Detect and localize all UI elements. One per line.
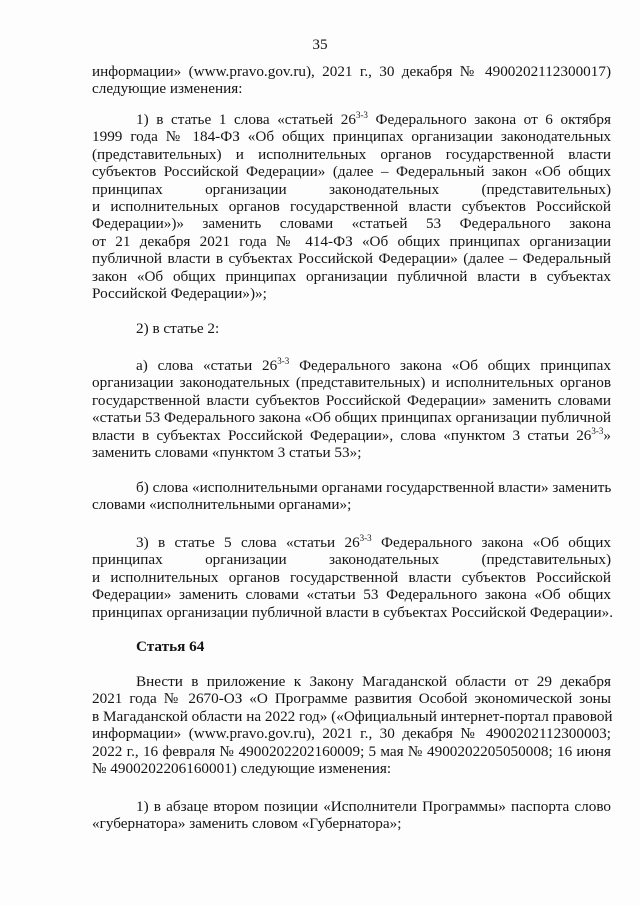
text-line: в Магаданской области на 2022 год» («Официальный интернет-портал правовой bbox=[92, 707, 613, 725]
text-line: власти в субъектах Российской Федерации», слова «пунктом 3 статьи 26$^{3-3}$» bbox=[92, 425, 611, 444]
text-line: организации законодательных (представительных) и исполнительных органов bbox=[92, 374, 611, 392]
amendment-item-1 bbox=[92, 111, 611, 302]
amendment-item-2 bbox=[92, 320, 611, 337]
text-line: информации» (www.pravo.gov.ru), 2021 г., 30 декабря № 4900202112300017) bbox=[92, 63, 611, 80]
text-line: и исполнительных органов государственной власти субъектов Российской bbox=[92, 568, 611, 586]
text-line: (представительных) и исполнительных органов государственной власти bbox=[92, 145, 611, 163]
article-64-paragraph bbox=[92, 673, 611, 777]
intro-paragraph bbox=[92, 63, 611, 98]
text-line: «губернатора» заменить словом «Губернатора»; bbox=[92, 815, 402, 833]
text-line: принципах организации законодательных (представительных) bbox=[92, 180, 611, 198]
text-line: Федерации» заменить словами «статьи 53 Федерального закона «Об общих bbox=[92, 586, 611, 604]
page-number: 35 bbox=[312, 36, 328, 53]
text-line: Внести в приложение к Закону Магаданской области от 29 декабря bbox=[136, 673, 611, 690]
text-line: «статьи 53 Федерального закона «Об общих принципах организации публичной bbox=[92, 409, 612, 427]
text-line: № 4900202206160001) следующие изменения: bbox=[92, 759, 392, 777]
text-line: заменить словами «пунктом 3 статьи 53»; bbox=[92, 443, 362, 461]
text-line: 2021 года № 2670-ОЗ «О Программе развития Особой экономической зоны bbox=[92, 690, 611, 708]
article-heading bbox=[92, 638, 611, 655]
text-line: принципах организации публичной власти в субъектах Российской Федерации». bbox=[92, 603, 614, 621]
text-line: Федерации»)» заменить словами «статьей 53 Федерального закона bbox=[92, 215, 611, 233]
text-line: 1) в абзаце втором позиции «Исполнители Программы» паспорта слово bbox=[136, 798, 611, 815]
text-line: 1) в статье 1 слова «статьей 26$^{3-3}$ Федерального закона от 6 октября bbox=[136, 110, 611, 128]
text-line: б) слова «исполнительными органами государственной власти» заменить bbox=[136, 479, 612, 496]
text-line: публичной власти в субъектах Российской Федерации» (далее – Федеральный bbox=[92, 250, 611, 268]
amendment-item-3 bbox=[92, 533, 614, 621]
text-line: 1999 года № 184-ФЗ «Об общих принципах организации законодательных bbox=[92, 128, 611, 146]
text-line: словами «исполнительными органами»; bbox=[92, 496, 352, 514]
section-title: Статья 64 bbox=[136, 638, 205, 655]
text-line: субъектов Российской Федерации» (далее – Федеральный закон «Об общих bbox=[92, 163, 611, 181]
text-line: следующие изменения: bbox=[92, 80, 243, 98]
article-64-item-1 bbox=[92, 798, 611, 833]
text-line: 2022 г., 16 февраля № 4900202202160009; 5 мая № 4900202205050008; 16 июня bbox=[92, 742, 611, 760]
text-line: а) слова «статьи 26$^{3-3}$ Федерального закона «Об общих принципах bbox=[136, 356, 611, 374]
text-line: закон «Об общих принципах организации публичной власти в субъектах bbox=[92, 267, 611, 285]
text-line: принципах организации законодательных (представительных) bbox=[92, 551, 611, 569]
amendment-item-2b bbox=[92, 479, 611, 514]
text-line: информации» (www.pravo.gov.ru), 2021 г., 30 декабря № 4900202112300003; bbox=[92, 725, 611, 743]
text-line: государственной власти субъектов Российской Федерации» заменить словами bbox=[92, 391, 611, 409]
text-line: Российской Федерации»)»; bbox=[92, 284, 267, 302]
text-line: от 21 декабря 2021 года № 414-ФЗ «Об общих принципах организации bbox=[92, 232, 611, 250]
text-line: и исполнительных органов государственной власти субъектов Российской bbox=[92, 197, 611, 215]
amendment-item-2a bbox=[92, 357, 611, 461]
text-line: 2) в статье 2: bbox=[136, 320, 220, 337]
text-line: 3) в статье 5 слова «статьи 26$^{3-3}$ Федерального закона «Об общих bbox=[136, 533, 612, 551]
